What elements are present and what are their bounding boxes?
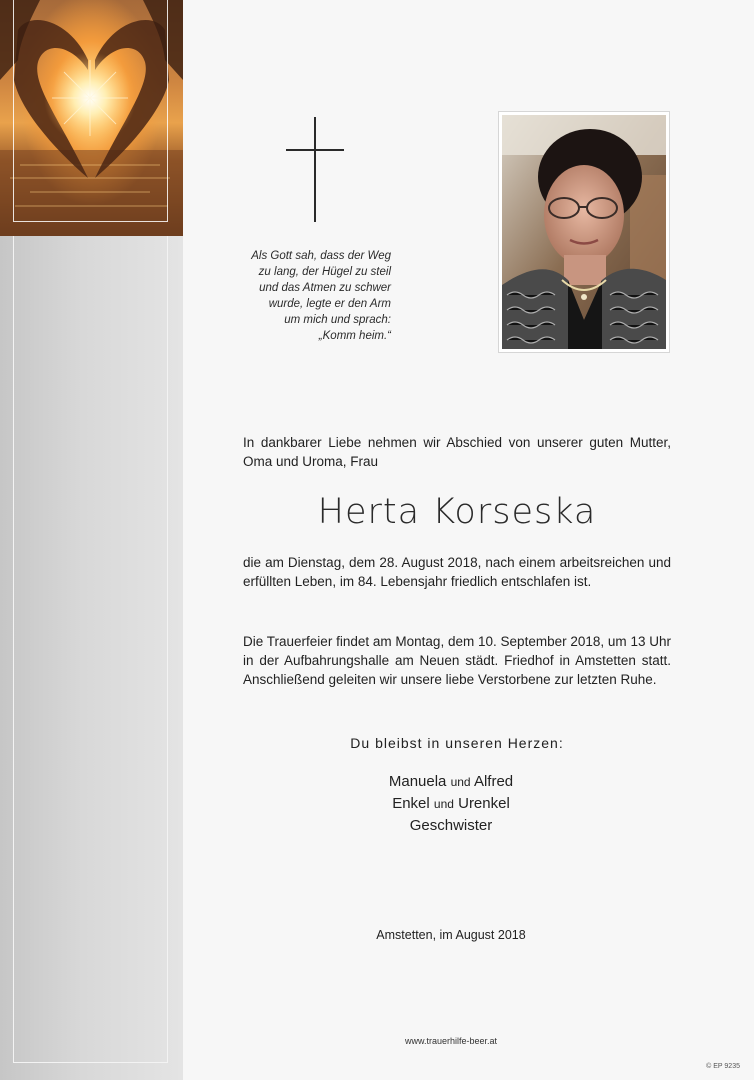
poem-line: wurde, legte er den Arm [268, 298, 391, 310]
conjunction: und [450, 775, 471, 789]
side-band-frame [13, 236, 168, 1063]
heart-hands-sunset-image [0, 0, 183, 236]
print-code: © EP 9235 [706, 1063, 740, 1070]
intro-text: In dankbarer Liebe nehmen wir Abschied von unserer guten Mutter, Oma und Uroma, Frau [243, 435, 671, 469]
website-link[interactable]: www.trauerhilfe-beer.at [404, 1036, 498, 1046]
poem-line: zu lang, der Hügel zu steil [258, 266, 391, 278]
deceased-name: Herta Korseska [317, 492, 597, 532]
portrait-photo [498, 111, 670, 353]
poem-line: und das Atmen zu schwer [259, 282, 391, 294]
conjunction: und [433, 797, 454, 811]
death-notice: die am Dienstag, dem 28. August 2018, nach einem arbeitsreichen und erfüllten Leben, im 84. Lebensjahr friedlich entschlafen ist. [243, 555, 671, 589]
mourner-line [243, 771, 659, 793]
poem-line: um mich und sprach: [284, 314, 391, 326]
poem-line: „Komm heim.“ [318, 330, 391, 342]
closing-line: Du bleibst in unseren Herzen: [350, 735, 564, 751]
mourner-line [243, 793, 659, 815]
poem-line: Als Gott sah, dass der Weg [251, 250, 391, 262]
mourner-name: Geschwister [409, 817, 493, 834]
mourner-name: Manuela [388, 773, 447, 790]
cross-icon [286, 117, 344, 222]
mourner-name: Alfred [473, 773, 514, 790]
poem [200, 248, 391, 344]
mourners-list [243, 771, 659, 837]
mourner-line [243, 815, 659, 837]
place-date: Amstetten, im August 2018 [376, 928, 526, 942]
mourner-name: Enkel [392, 795, 430, 812]
mourner-name: Urenkel [458, 795, 510, 812]
funeral-notice: Die Trauerfeier findet am Montag, dem 10. September 2018, um 13 Uhr in der Aufbahrungshalle am Neuen städt. Friedhof in Amstetten statt. Anschließend geleiten wir unsere liebe Verstorbene zur letzten Ruhe. [243, 634, 671, 687]
image-inner-frame [13, 0, 168, 222]
